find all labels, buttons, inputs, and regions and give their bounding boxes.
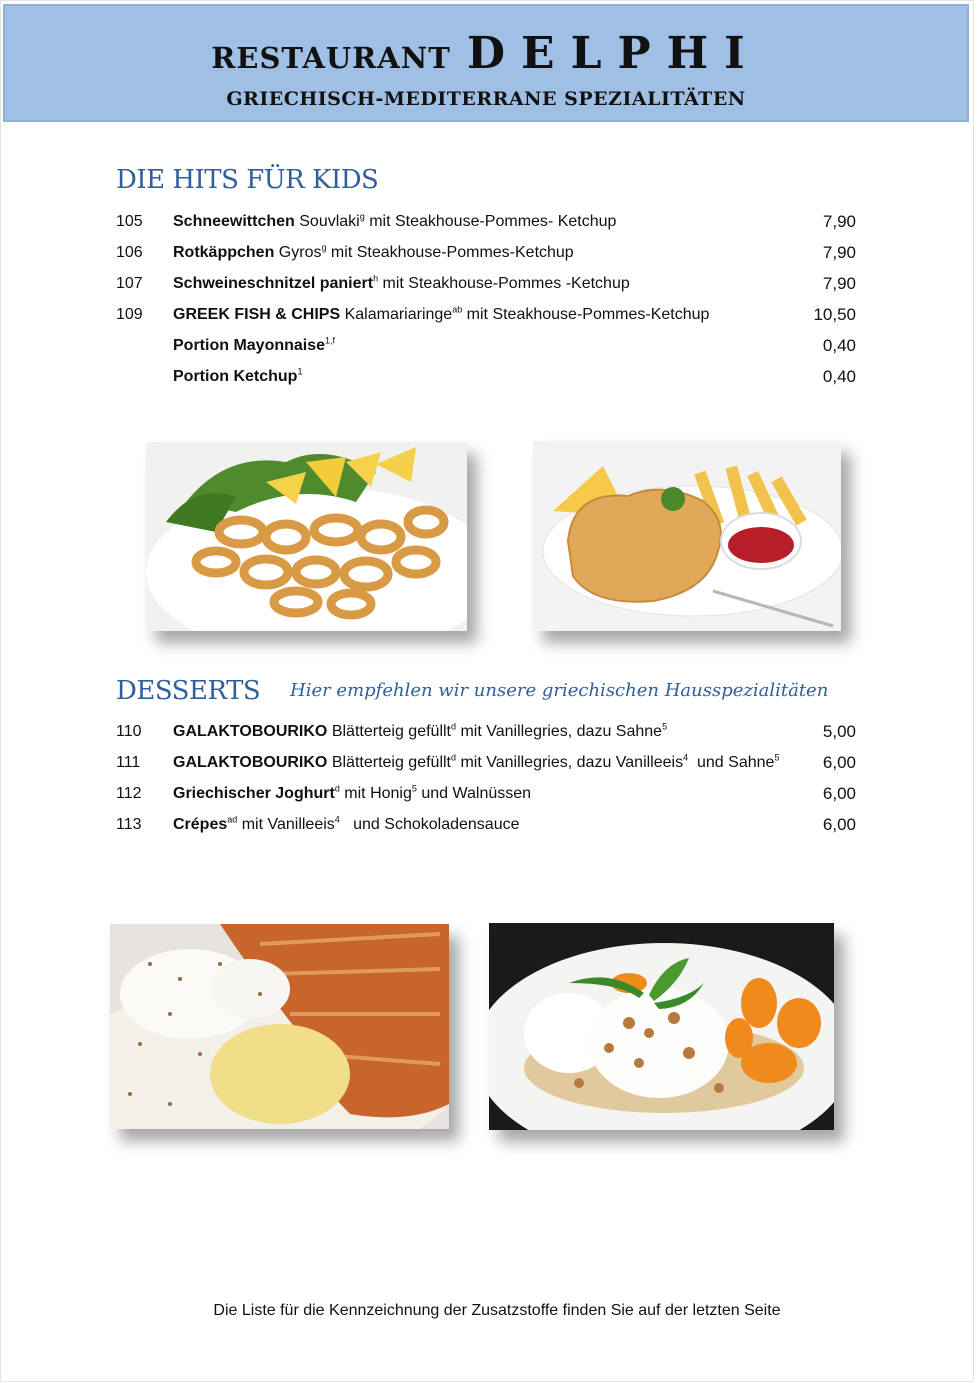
menu-item-ketchup: [116, 365, 856, 389]
menu-item-110: [116, 720, 856, 744]
menu-item-106: [116, 241, 856, 265]
restaurant-word: RESTAURANT: [211, 41, 451, 75]
allergen-code: 4: [683, 752, 689, 763]
item-name: Portion Ketchup: [173, 368, 298, 385]
allergen-code: g: [359, 211, 365, 222]
fried-calamari-photo: [146, 442, 467, 631]
kids-section-title: DIE HITS FÜR KIDS: [116, 165, 379, 195]
item-name: Griechischer Joghurt: [173, 785, 335, 802]
item-text: mit Steakhouse-Pommes-Ketchup: [326, 244, 574, 261]
restaurant-header: [3, 4, 969, 122]
item-text: mit Vanillegries, dazu Vanilleeis: [456, 754, 684, 771]
item-name: GALAKTOBOURIKO: [173, 754, 328, 771]
item-text: Souvlaki: [294, 213, 360, 230]
item-text: Gyros: [274, 244, 322, 261]
item-text: Kalamariaringe: [340, 306, 453, 323]
item-text: mit Steakhouse-Pommes -Ketchup: [378, 275, 630, 292]
item-name: Crépes: [173, 816, 228, 833]
item-text: Blätterteig gefüllt: [327, 723, 451, 740]
item-text: mit Vanillegries, dazu Sahne: [456, 723, 663, 740]
allergen-code: d: [334, 783, 340, 794]
allergen-code: 5: [774, 752, 780, 763]
schnitzel-fries-photo: [533, 441, 841, 631]
desserts-subtitle: Hier empfehlen wir unsere griechischen Hausspezialitäten: [290, 680, 829, 701]
item-number: 112: [116, 785, 142, 802]
item-price: 7,90: [822, 243, 856, 262]
item-description: [173, 303, 709, 327]
allergen-code: ab: [452, 304, 463, 315]
item-price: 7,90: [822, 212, 856, 231]
item-description: [173, 813, 519, 837]
item-text: und Sahne: [688, 754, 775, 771]
allergen-code: 5: [411, 783, 417, 794]
allergen-code: 1,f: [325, 335, 336, 346]
yogurt-honey-photo: [489, 923, 834, 1130]
item-text: und Schokoladensauce: [339, 816, 520, 833]
item-number: 107: [116, 275, 143, 292]
item-description: [173, 334, 335, 358]
menu-item-112: [116, 782, 856, 806]
item-name: GREEK FISH & CHIPS: [173, 306, 341, 323]
item-description: [173, 782, 531, 806]
item-price: 6,00: [822, 784, 856, 803]
menu-item-107: [116, 272, 856, 296]
allergen-code: h: [373, 273, 379, 284]
allergen-code: d: [451, 752, 457, 763]
allergen-code: ad: [227, 814, 238, 825]
item-name: GALAKTOBOURIKO: [173, 723, 328, 740]
item-price: 6,00: [822, 815, 856, 834]
item-name: Rotkäppchen: [173, 244, 275, 261]
item-description: [173, 210, 616, 234]
restaurant-name: DELPHI: [466, 28, 761, 79]
restaurant-subtitle: GRIECHISCH-MEDITERRANE SPEZIALITÄTEN: [226, 88, 746, 110]
item-text: mit Vanilleeis: [237, 816, 335, 833]
menu-item-113: [116, 813, 856, 837]
menu-item-mayonnaise: [116, 334, 856, 358]
item-number: 109: [116, 306, 143, 323]
item-text: mit Steakhouse-Pommes- Ketchup: [364, 213, 617, 230]
item-price: 0,40: [822, 367, 856, 386]
item-text: mit Honig: [339, 785, 412, 802]
item-name: Schweineschnitzel paniert: [173, 275, 374, 292]
item-text: mit Steakhouse-Pommes-Ketchup: [462, 306, 710, 323]
menu-item-105: [116, 210, 856, 234]
item-price: 10,50: [813, 305, 856, 324]
item-number: 105: [116, 213, 143, 230]
item-price: 6,00: [822, 753, 856, 772]
allergen-code: g: [321, 242, 327, 253]
desserts-section-title: DESSERTS: [116, 676, 261, 706]
item-text: Blätterteig gefüllt: [327, 754, 451, 771]
item-text: und Walnüssen: [416, 785, 532, 802]
galaktobouriko-photo: [110, 924, 449, 1129]
item-number: 113: [116, 816, 142, 833]
item-price: 7,90: [822, 274, 856, 293]
item-description: [173, 751, 779, 775]
menu-item-109: [116, 303, 856, 327]
allergen-code: 4: [334, 814, 340, 825]
item-price: 0,40: [822, 336, 856, 355]
item-number: 111: [116, 754, 141, 771]
item-number: 106: [116, 244, 143, 261]
item-price: 5,00: [822, 722, 856, 741]
allergen-code: 1: [297, 366, 303, 377]
item-number: 110: [116, 723, 142, 740]
item-description: [173, 241, 574, 265]
allergen-code: d: [451, 721, 457, 732]
allergen-code: 5: [662, 721, 668, 732]
item-name: Schneewittchen: [173, 213, 295, 230]
item-description: [173, 720, 667, 744]
menu-item-111: [116, 751, 856, 775]
item-description: [173, 272, 630, 296]
item-name: Portion Mayonnaise: [173, 337, 326, 354]
additives-note: Die Liste für die Kennzeichnung der Zusatzstoffe finden Sie auf der letzten Seite: [213, 1302, 781, 1319]
item-description: [173, 365, 302, 389]
restaurant-title: [5, 28, 967, 79]
